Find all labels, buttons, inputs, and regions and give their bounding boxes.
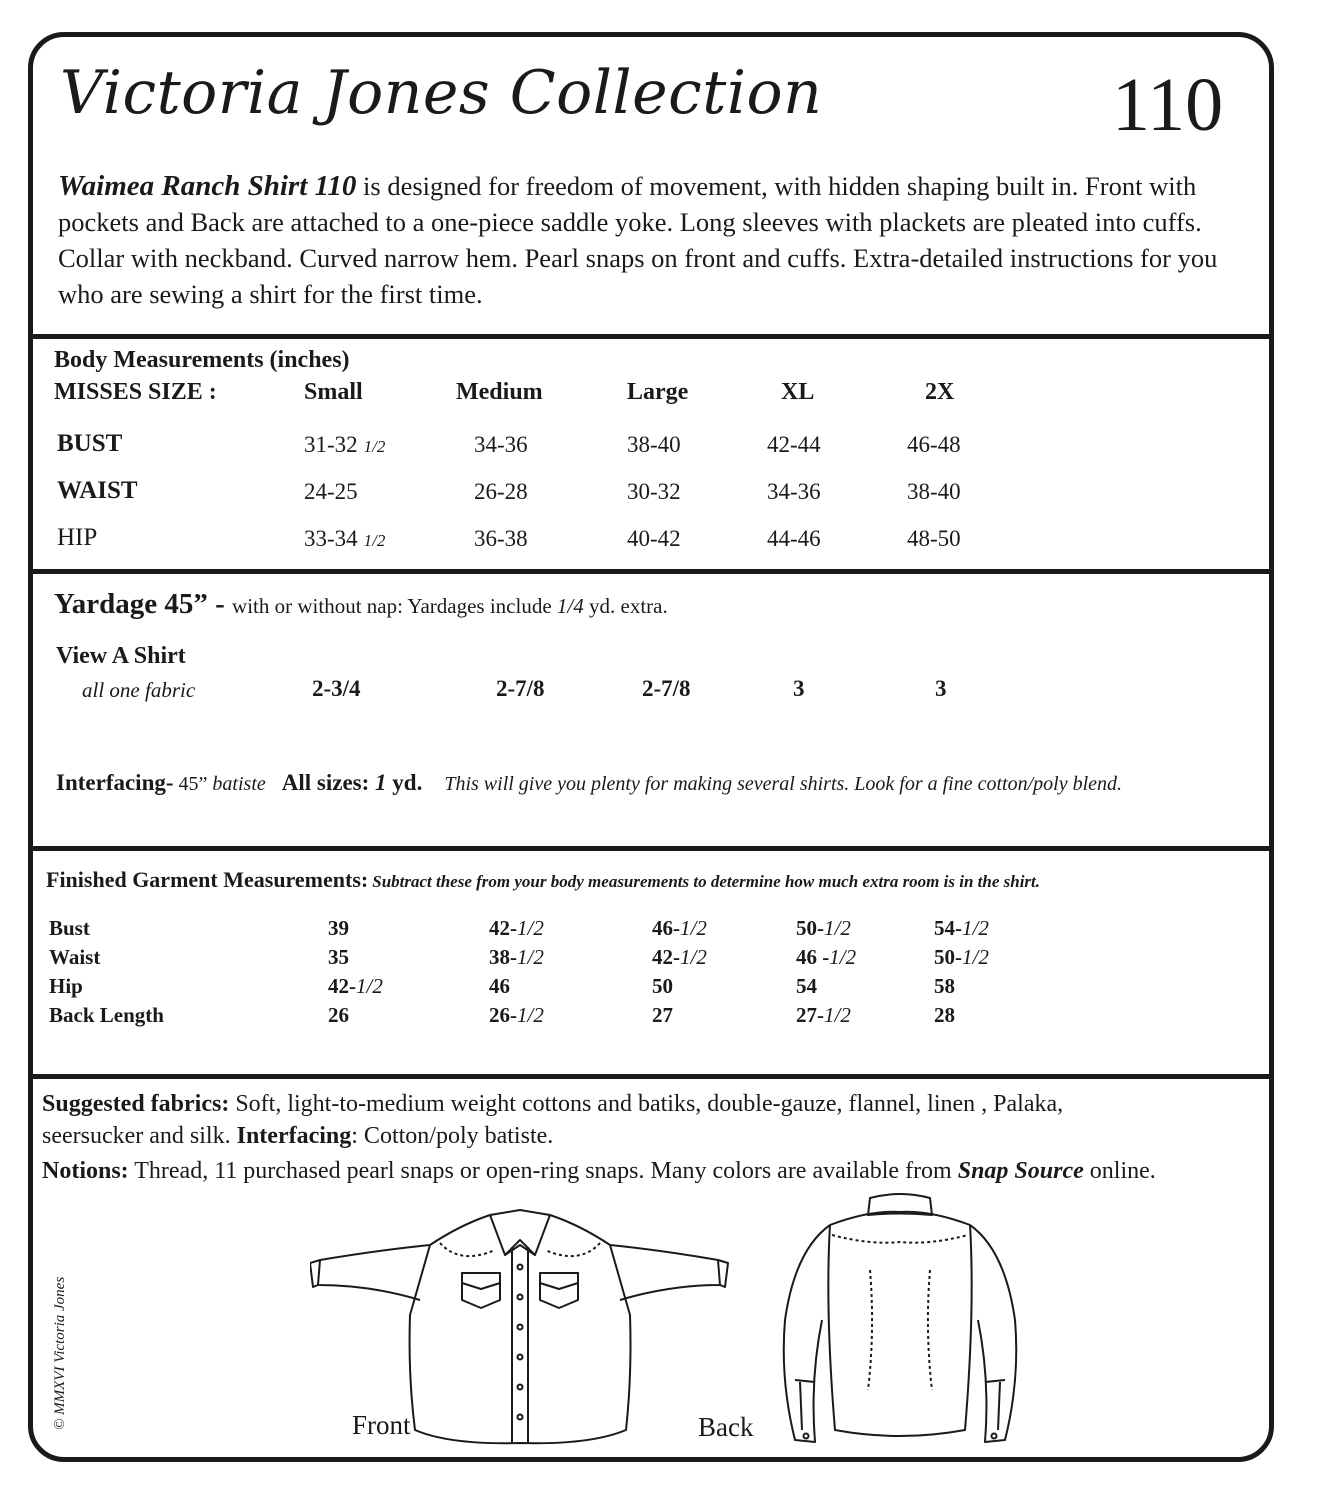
body-value-text: 34-36 [474,432,528,457]
view-a-value: 2-3/4 [312,676,361,701]
all-sizes-label: All sizes: [281,770,376,795]
yardage-note-a: with or without nap: Yardages include [232,594,557,618]
yardage-note-frac: 1/4 [556,594,584,618]
finished-value-fraction: 1/2 [517,916,544,940]
finished-value [489,945,544,970]
back-shirt-illustration [770,1190,1030,1452]
fabrics-interfacing-label: Interfacing [236,1123,352,1149]
body-value [474,432,528,458]
finished-value-text: 39 [328,916,349,940]
finished-value-text: 26 [328,1003,349,1027]
finished-value-text: 50- [934,945,962,969]
size-header: 2X [925,379,955,405]
finished-value-text: 46 - [796,945,830,969]
finished-value-text: 35 [328,945,349,969]
finished-value-text: 54- [934,916,962,940]
body-value [304,432,385,458]
body-value-text: 44-46 [767,526,821,551]
yardage-title: Yardage 45” [54,588,208,620]
finished-title: Finished Garment Measurements: [46,867,369,892]
finished-value-text: 42- [489,916,517,940]
size-header: Small [304,379,363,405]
fabrics-text1: Soft, light-to-medium weight cottons and batiks, double-gauze, flannel, linen , Palaka, [229,1091,1064,1117]
body-value [627,526,681,552]
body-value [907,526,961,552]
finished-value-text: 50- [796,916,824,940]
finished-value [796,1003,851,1028]
fabrics-line1 [42,1091,1063,1118]
finished-value-text: 42- [328,974,356,998]
finished-value-text: 42- [652,945,680,969]
finished-value-text: 46- [652,916,680,940]
finished-value-text: 26- [489,1003,517,1027]
finished-value [328,1003,349,1028]
body-value-text: 34-36 [767,479,821,504]
finished-row-label: Back Length [49,1003,164,1027]
divider-3 [33,846,1270,851]
body-value-fraction: 1/2 [363,531,386,550]
finished-value [652,974,673,999]
finished-value-fraction: 1/2 [824,916,851,940]
finished-value [934,1003,955,1028]
divider-2 [33,569,1270,574]
body-value [907,479,961,505]
finished-value-fraction: 1/2 [517,1003,544,1027]
interfacing-line [56,770,1122,796]
finished-row-label: Bust [49,916,90,940]
fabrics-label: Suggested fabrics: [42,1091,230,1117]
finished-value [934,945,989,970]
finished-value [652,916,707,941]
finished-value-fraction: 1/2 [517,945,544,969]
body-value-text: 36-38 [474,526,528,551]
body-value-text: 38-40 [627,432,681,457]
fabrics-line2 [42,1123,553,1150]
finished-value-text: 27 [652,1003,673,1027]
finished-value-fraction: 1/2 [829,945,857,969]
fabrics-text2: seersucker and silk. [42,1123,237,1149]
view-a-value: 2-7/8 [496,676,545,701]
intro-line1: is designed for freedom of movement, with hidden shaping built in. [356,171,1079,201]
view-a-title: View A Shirt [56,643,186,669]
divider-1 [33,334,1270,339]
interfacing-label: Interfacing- [56,770,174,795]
finished-value-text: 50 [652,974,673,998]
body-value [627,479,681,505]
finished-value [652,1003,673,1028]
body-value [304,526,385,552]
body-value-text: 33-34 [304,526,358,551]
yardage-dash: - [207,588,233,620]
body-value-text: 42-44 [767,432,821,457]
body-measurements-title: Body Measurements (inches) [54,347,350,373]
body-value [767,526,821,552]
back-label: Back [698,1412,754,1442]
size-header: Large [627,379,689,405]
product-name: Waimea Ranch Shirt 110 [58,170,357,202]
body-value-text: 38-40 [907,479,961,504]
finished-note: Subtract these from your body measurements to determine how much extra room is in the shirt. [372,872,1041,891]
finished-value-fraction: 1/2 [824,1003,851,1027]
finished-row-label: Waist [49,945,101,969]
body-value [767,432,821,458]
body-value [474,479,528,505]
finished-value-text: 54 [796,974,817,998]
finished-header [46,867,1040,893]
body-value-text: 24-25 [304,479,358,504]
finished-value [796,945,856,970]
all-sizes-unit: yd. [386,770,423,795]
size-header: Medium [456,379,543,405]
body-value-text: 40-42 [627,526,681,551]
finished-value [796,974,817,999]
view-a-value: 3 [935,676,947,701]
notions-brand: Snap Source [957,1158,1084,1184]
brand-title: Victoria Jones Collection [60,58,823,128]
finished-value [796,916,851,941]
body-row-label: HIP [57,524,98,551]
finished-value-fraction: 1/2 [356,974,383,998]
notions-label: Notions: [42,1158,129,1184]
body-row-label: BUST [57,430,123,457]
finished-value-fraction: 1/2 [680,945,707,969]
view-a-value: 3 [793,676,805,701]
yardage-note-b: yd. extra. [583,594,668,618]
finished-value [934,916,989,941]
body-value-text: 46-48 [907,432,961,457]
intro-paragraph [58,168,1258,312]
finished-value [489,974,510,999]
interfacing-width: 45” [173,773,213,795]
finished-value-text: 58 [934,974,955,998]
size-header: XL [781,379,815,405]
body-value [907,432,961,458]
front-label: Front [352,1410,411,1440]
misses-size-label: MISSES SIZE : [54,379,217,405]
body-value [304,479,358,505]
finished-value [652,945,707,970]
finished-value-fraction: 1/2 [680,916,707,940]
yardage-line [54,588,668,621]
all-sizes-amount: 1 [375,770,387,795]
finished-value-text: 38- [489,945,517,969]
intro-rest: Front with pockets and Back are attached to a one-piece saddle yoke. Long sleeves with plackets are pleated into cuffs. Collar with neckband. Curved narrow hem. Pearl snaps on front and cuffs. Extra-detailed instructions for you who are sewing a shirt for the first time. [58,171,1218,309]
copyright-text: © MMXVI Victoria Jones [52,1276,68,1430]
finished-value [328,974,383,999]
finished-value [489,916,544,941]
notions-line [42,1158,1156,1185]
body-value-text: 48-50 [907,526,961,551]
finished-value [489,1003,544,1028]
finished-value [934,974,955,999]
finished-value-fraction: 1/2 [962,945,989,969]
body-value [627,432,681,458]
finished-value-text: 46 [489,974,510,998]
finished-value [328,945,349,970]
interfacing-note: This will give you plenty for making several shirts. Look for a fine cotton/poly blend. [444,773,1123,795]
body-value-fraction: 1/2 [363,437,386,456]
view-a-subtitle: all one fabric [82,678,196,702]
finished-value-text: 28 [934,1003,955,1027]
body-row-label: WAIST [57,477,138,504]
fabrics-interfacing-text: : Cotton/poly batiste. [351,1123,554,1149]
notions-text: Thread, 11 purchased pearl snaps or open-ring snaps. Many colors are available from [128,1158,958,1184]
pattern-number: 110 [1112,63,1224,147]
body-value [767,479,821,505]
finished-value-text: 27- [796,1003,824,1027]
body-value-text: 30-32 [627,479,681,504]
finished-value [328,916,349,941]
body-value-text: 26-28 [474,479,528,504]
body-value-text: 31-32 [304,432,358,457]
view-a-value: 2-7/8 [642,676,691,701]
divider-4 [33,1074,1270,1079]
finished-value-fraction: 1/2 [962,916,989,940]
notions-tail: online. [1083,1158,1156,1184]
interfacing-type: batiste [212,773,266,795]
finished-row-label: Hip [49,974,83,998]
body-value [474,526,528,552]
